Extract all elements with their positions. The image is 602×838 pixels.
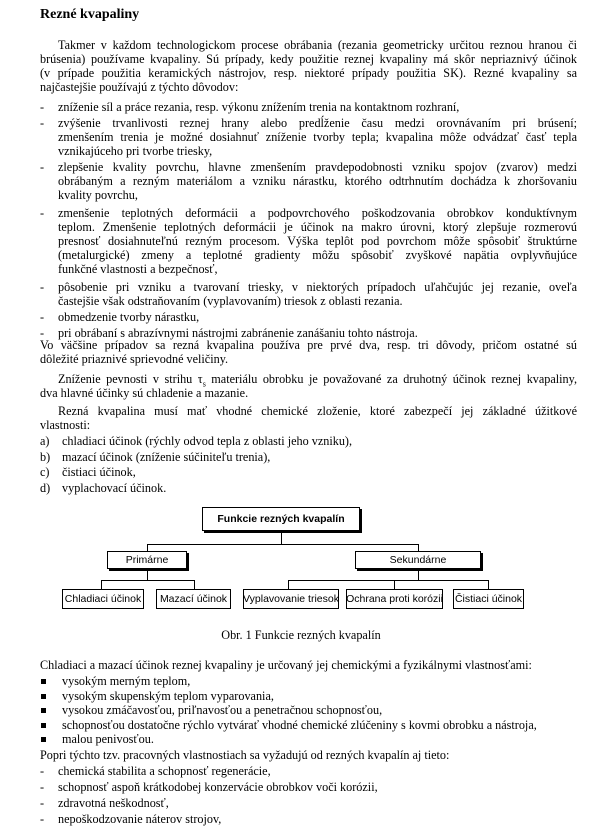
reason-line: funkčné vlastnosti a bezpečnosť, [58, 262, 218, 276]
list-dash: - [40, 100, 45, 114]
para3-line-2: dva hlavné účinky sú chladenie a mazanie. [40, 386, 249, 400]
extra-requirement-item: zdravotná neškodnosť, [58, 796, 169, 810]
diagram-connector [101, 580, 194, 581]
diagram-connector [488, 580, 489, 589]
diagram-cooling-box: Chladiaci účinok [62, 589, 144, 609]
diagram-connector [288, 580, 488, 581]
reason-line: pôsobenie pri vzniku a tvarovaní triesky, v niektorých prípadoch uľahčujúc jej rezanie, oveľa [58, 280, 577, 294]
physical-property-item: vysokým merným teplom, [62, 674, 191, 688]
reason-line: častejšie však odstraňovaním (vyplavovaním) triesok z oblasti rezania. [58, 294, 403, 308]
property-label-b: b) [40, 450, 51, 464]
diagram-connector [147, 544, 148, 551]
extra-requirement-item: nepoškodzovanie náterov strojov, [58, 812, 222, 826]
square-bullet-icon [41, 723, 46, 728]
reason-line: zníženie síl a práce rezania, resp. výkonu znížením trenia na kontaktnom rozhraní, [58, 100, 460, 114]
square-bullet-icon [41, 737, 46, 742]
para3-text-1: Zníženie pevnosti v strihu $\tau_s$ materiálu obrobku je považované za druhotný účinok reznej kvapaliny, [58, 372, 578, 389]
diagram-secondary-box: Sekundárne [355, 551, 481, 569]
reason-line: obmedzenie tvorby nárastku, [58, 310, 200, 324]
intro-line-2: brúsenia) používame kvapaliny. Sú prípady, kedy použitie reznej kvapaliny má skôr nepriaznivý účinok [40, 52, 577, 66]
intro-line-1: Takmer v každom technologickom procese obrábania (rezania geometricky určitou reznou hranou či [58, 38, 577, 52]
diagram-root-box: Funkcie rezných kvapalín [202, 507, 360, 531]
reason-line: teplom. Zmenšenie teplotných deformácii je účinok na makro úrovni, ktorý zlepšuje rozmerovú [58, 220, 577, 234]
diagram-corrosion-box: Ochrana proti korózii [346, 589, 443, 609]
para4-line-1: Rezná kvapalina musí mať vhodné chemické zloženie, ktoré zabezpečí jej základné úžitkové [58, 404, 577, 418]
list-dash: - [40, 310, 45, 324]
reason-line: zvýšenie trvanlivosti reznej hrany alebo predĺženie času medzi orovnávaním pri brúsení; [58, 116, 577, 130]
diagram-connector [418, 569, 419, 580]
diagram-connector [101, 580, 102, 589]
reason-line: vznikajúceho pri tvorbe triesky, [58, 144, 213, 158]
reason-line: kvality povrchu, [58, 188, 138, 202]
intro-line-3: (v prípade použitia keramických nástrojov, resp. niektoré prípady použitia SK). Rezné kvapaliny sa [40, 66, 577, 80]
property-label-c: c) [40, 465, 50, 479]
para2-line-2: dôležité priaznivé sprievodné veličiny. [40, 352, 229, 366]
para4-line-2: vlastnosti: [40, 418, 91, 432]
square-bullet-icon [41, 708, 46, 713]
diagram-connector [194, 580, 195, 589]
diagram-connector [288, 580, 289, 589]
diagram-connector [394, 580, 395, 589]
diagram-connector [281, 531, 282, 544]
property-text-b: mazací účinok (zníženie súčiniteľu trenia), [62, 450, 271, 464]
reason-line: zmenšenie teplotných deformácii a podpovrchového poškodzovania obrobkov konduktívnym [58, 206, 577, 220]
list-dash: - [40, 780, 45, 794]
physical-property-item: malou penivosťou. [62, 732, 154, 747]
intro-line-4: najčastejšie používajú z týchto dôvodov: [40, 80, 239, 94]
diagram-connector [147, 569, 148, 580]
list-dash: - [40, 796, 45, 810]
diagram-lubrication-box: Mazací účinok [156, 589, 231, 609]
reason-line: zmenšením trenia je možné dosiahnuť zníženie tvorby tepla; kvapalina môže odvádzať časť tepla [58, 130, 577, 144]
list-dash: - [40, 280, 45, 294]
reason-line: obrábaným a rezným materiálom a vzniku nárastku, ktorého odtrhnutím dochádza k zhoršovaniu [58, 174, 577, 188]
para6: Popri týchto tzv. pracovných vlastnostiach sa vyžadujú od rezných kvapalín aj tieto: [40, 748, 450, 762]
figure-caption: Obr. 1 Funkcie rezných kvapalín [221, 628, 381, 642]
extra-requirement-item: chemická stabilita a schopnosť regenerácie, [58, 764, 271, 778]
diagram-connector [147, 544, 418, 545]
property-label-d: d) [40, 481, 51, 495]
list-dash: - [40, 812, 45, 826]
list-dash: - [40, 116, 45, 130]
property-label-a: a) [40, 434, 50, 448]
list-dash: - [40, 326, 45, 340]
para5: Chladiaci a mazací účinok reznej kvapaliny je určovaný jej chemickými a fyzikálnymi vlastnosťami: [40, 658, 532, 672]
diagram-chip-flushing-box: Vyplavovanie triesok [243, 589, 339, 609]
reason-line: (metalurgické) zmeny a teplotné gradienty môžu spôsobiť zvyškové napätia ovplyvňujúce [58, 248, 577, 262]
physical-property-item: schopnosťou dostatočne rýchlo vytvárať vhodné chemické zlúčeniny s kovmi obrobku a nástroja, [62, 717, 537, 732]
diagram-primary-box: Primárne [107, 551, 187, 569]
list-dash: - [40, 160, 45, 174]
physical-property-item: vysokou zmáčavosťou, priľnavosťou a penetračnou schopnosťou, [62, 703, 383, 718]
extra-requirement-item: schopnosť aspoň krátkodobej konzervácie obrobkov voči korózii, [58, 780, 378, 794]
reason-line: zlepšenie kvality povrchu, hlavne zmenšením pravdepodobnosti vzniku spojov (zvarov) medzi [58, 160, 577, 174]
property-text-a: chladiaci účinok (rýchly odvod tepla z oblasti jeho vzniku), [62, 434, 353, 448]
section-title: Rezné kvapaliny [40, 7, 140, 22]
reason-line: pri obrábaní s abrazívnymi nástrojmi zabránenie zanášaniu tohto nástroja. [58, 326, 418, 340]
list-dash: - [40, 206, 45, 220]
diagram-cleaning-box: Čistiaci účinok [453, 589, 524, 609]
square-bullet-icon [41, 679, 46, 684]
property-text-d: vyplachovací účinok. [62, 481, 167, 495]
reason-line: presnosť dosiahnuteľnú rezným procesom. Výška teplôt pod povrchom môže spôsobiť štruktúrne [58, 234, 577, 248]
list-dash: - [40, 764, 45, 778]
physical-property-item: vysokým skupenským teplom vyparovania, [62, 688, 274, 703]
square-bullet-icon [41, 694, 46, 699]
diagram-connector [418, 544, 419, 551]
para2-line-1: Vo väčšine prípadov sa rezná kvapalina používa pre prvé dva, resp. tri dôvody, pričom ostatné sú [40, 338, 577, 352]
property-text-c: čistiaci účinok, [62, 465, 136, 479]
